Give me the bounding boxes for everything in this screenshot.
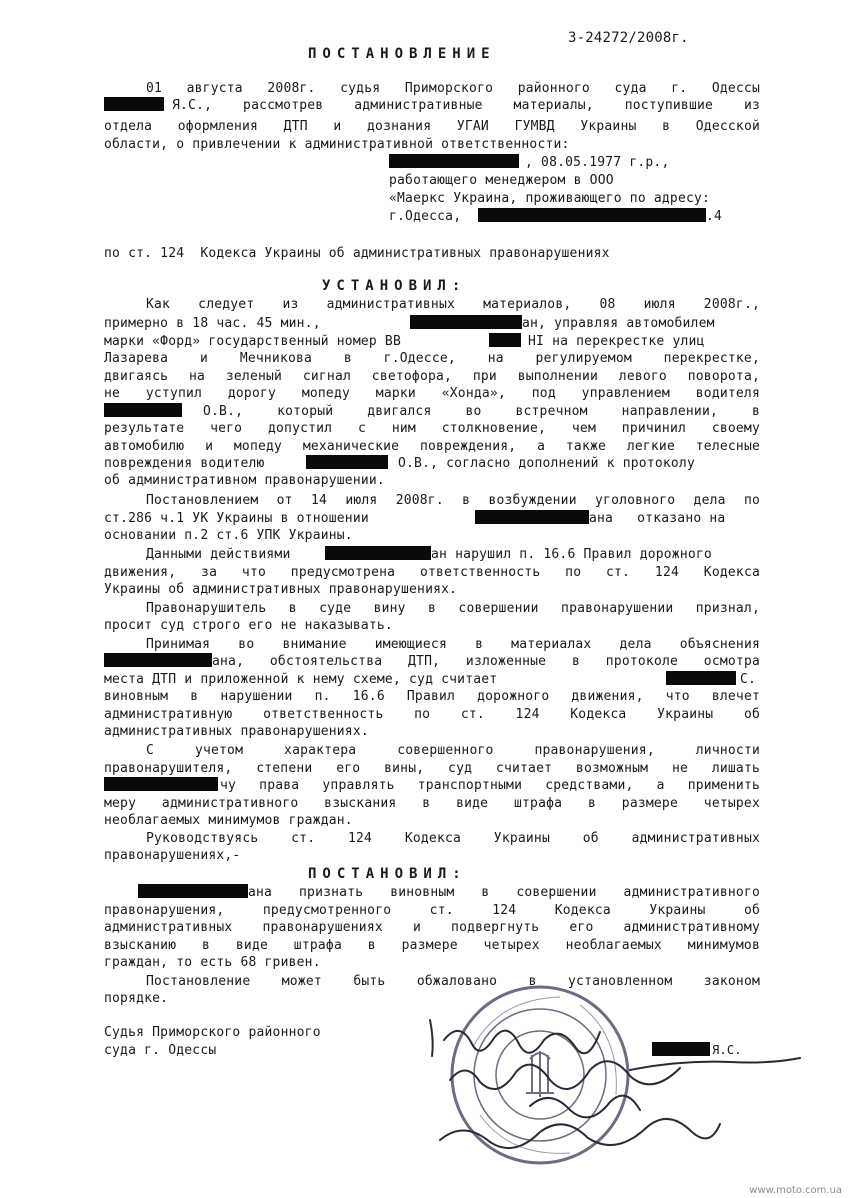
redaction — [104, 403, 182, 417]
intro-line-2: Я.С., рассмотрев административные материалы, поступившие из — [172, 98, 760, 113]
redaction — [138, 884, 248, 898]
redaction — [104, 653, 212, 667]
established-heading: УСТАНОВИЛ: — [322, 278, 467, 294]
person-line-1: , 08.05.1977 г.р., — [525, 155, 670, 170]
para7-line-2: правонарушениях,- — [104, 848, 241, 863]
resolved-line-3: административных правонарушениях и подвергнуть его административному — [104, 920, 760, 935]
para5-line-3b: С. — [740, 672, 757, 687]
redaction — [478, 208, 706, 222]
person-line-3: «Маеркс Украина, проживающего по адресу: — [389, 191, 711, 206]
para6-line-2: правонарушителя, степени его вины, суд считает возможным не лишать — [104, 761, 760, 776]
para2-line-3: основании п.2 ст.6 УПК Украины. — [104, 528, 353, 543]
resolved-heading: ПОСТАНОВИЛ: — [308, 866, 467, 882]
redaction — [489, 333, 521, 347]
established-line-3b: HI на перекрестке улиц — [528, 334, 705, 349]
established-line-4: Лазарева и Мечникова в г.Одессе, на регулируемом перекрестке, — [104, 351, 760, 366]
para6-line-5: необлагаемых минимумов граждан. — [104, 813, 353, 828]
para3-line-1b: ан нарушил п. 16.6 Правил дорожного — [431, 547, 712, 562]
redaction — [104, 97, 164, 111]
person-line-4: г.Одесса, — [389, 209, 462, 224]
para2-line-2b: ана отказано на — [589, 511, 726, 526]
para2-line-2a: ст.286 ч.1 УК Украины в отношении — [104, 511, 369, 526]
redaction — [325, 546, 431, 560]
established-line-9: автомобилю и мопеду механические повреждения, а также легкие телесные — [104, 439, 760, 454]
para6-line-1: С учетом характера совершенного правонарушения, личности — [146, 743, 760, 758]
document-title: ПОСТАНОВЛЕНИЕ — [308, 46, 496, 62]
resolved-line-1: ана признать виновным в совершении административного — [248, 885, 760, 900]
para3-line-3: Украины об административных правонарушениях. — [104, 582, 458, 597]
established-line-10a: повреждения водителю — [104, 456, 265, 471]
redaction — [666, 671, 736, 685]
redaction — [306, 455, 388, 469]
para5-line-4: виновным в нарушении п. 16.6 Правил дорожного движения, что влечет — [104, 689, 760, 704]
person-line-2: работающего менеджером в ООО — [389, 173, 614, 188]
redaction — [104, 777, 218, 791]
para2-line-1: Постановлением от 14 июля 2008г. в возбуждении уголовного дела по — [146, 493, 760, 508]
established-line-5: двигаясь на зеленый сигнал светофора, при выполнении левого поворота, — [104, 369, 760, 384]
signature-line-1: Судья Приморского районного — [104, 1025, 321, 1040]
para7-line-1: Руководствуясь ст. 124 Кодекса Украины об административных — [146, 831, 760, 846]
redaction — [410, 315, 522, 329]
para3-line-1a: Данными действиями — [146, 547, 291, 562]
redaction — [475, 510, 589, 524]
para6-line-4: меру административного взыскания в виде штрафа в размере четырех — [104, 796, 760, 811]
article-line: по ст. 124 Кодекса Украины об административных правонарушениях — [104, 246, 610, 261]
resolved-line-4: взысканию в виде штрафа в размере четырех необлагаемых минимумов — [104, 938, 760, 953]
established-line-11: об административном правонарушении. — [104, 473, 385, 488]
para5-line-5: административную ответственность по ст. 124 Кодекса Украины об — [104, 707, 760, 722]
para5-line-2: ана, обстоятельства ДТП, изложенные в протоколе осмотра — [212, 654, 760, 669]
resolved-line-2: правонарушения, предусмотренного ст. 124 Кодекса Украины об — [104, 903, 760, 918]
established-line-6: не уступил дорогу мопеду марки «Хонда», под управлением водителя — [104, 386, 760, 401]
resolved-line-5: граждан, то есть 68 гривен. — [104, 955, 321, 970]
signature-tail: Я.С. — [712, 1043, 742, 1057]
established-line-3a: марки «Форд» государственный номер ВВ — [104, 334, 401, 349]
watermark: www.moto.com.ua — [749, 1185, 842, 1196]
redaction — [389, 154, 519, 168]
established-line-2b: ан, управляя автомобилем — [522, 316, 715, 331]
person-line-4-tail: .4 — [706, 209, 723, 224]
handwritten-signature — [420, 1010, 810, 1160]
para5-line-1: Принимая во внимание имеющиеся в материалах дела объяснения — [146, 637, 760, 652]
established-line-8: результате чего допустил с ним столкновение, чем причинил своему — [104, 421, 760, 436]
para4-line-1: Правонарушитель в суде вину в совершении правонарушении признал, — [146, 601, 760, 616]
established-line-7: О.В., который двигался во встречном направлении, в — [203, 404, 760, 419]
case-number: 3-24272/2008г. — [568, 30, 689, 46]
para5-line-3a: места ДТП и приложенной к нему схеме, суд считает — [104, 672, 498, 687]
resolved-line-7: порядке. — [104, 991, 169, 1006]
signature-line-2: суда г. Одессы — [104, 1043, 217, 1058]
para3-line-2: движения, за что предусмотрена ответственность по ст. 124 Кодекса — [104, 565, 760, 580]
established-line-1: Как следует из административных материалов, 08 июля 2008г., — [146, 297, 760, 312]
intro-line-3: отдела оформления ДТП и дознания УГАИ ГУМВД Украины в Одесской — [104, 119, 760, 134]
established-line-2a: примерно в 18 час. 45 мин., — [104, 316, 321, 331]
para5-line-6: административных правонарушениях. — [104, 724, 369, 739]
established-line-10b: О.В., согласно дополнений к протоколу — [398, 456, 695, 471]
para4-line-2: просит суд строго его не наказывать. — [104, 618, 393, 633]
intro-line-4: области, о привлечении к административной ответственности: — [104, 137, 570, 152]
para6-line-3: чу права управлять транспортными средствами, а применить — [220, 778, 760, 793]
intro-line-1: 01 августа 2008г. судья Приморского районного суда г. Одессы — [146, 81, 760, 96]
resolved-line-6: Постановление может быть обжаловано в установленном законом — [146, 974, 760, 989]
